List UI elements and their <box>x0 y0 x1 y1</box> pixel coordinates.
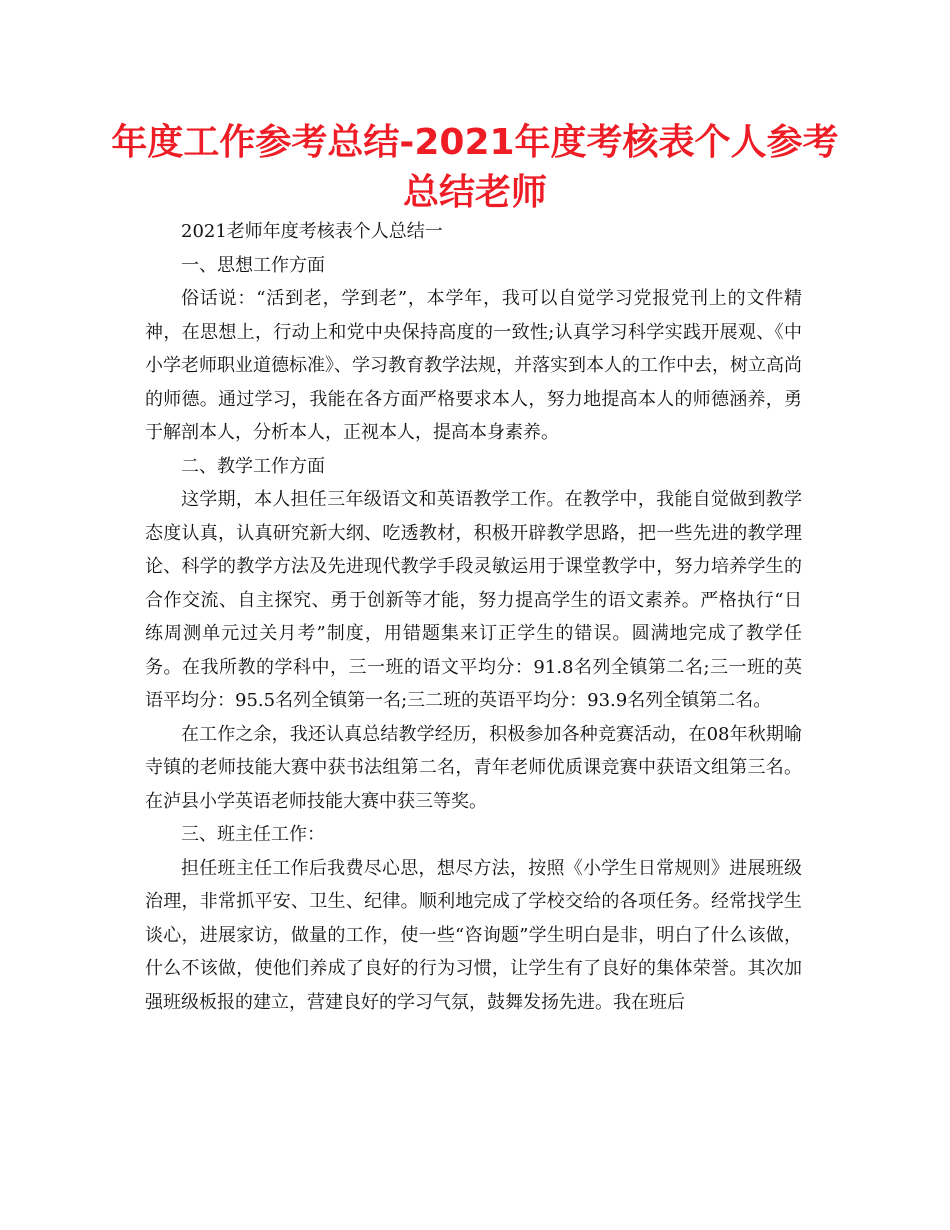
section-heading: 一、思想工作方面 <box>181 254 325 276</box>
document-body <box>145 215 802 1019</box>
body-paragraph: 俗话说：“活到老，学到老”，本学年，我可以自觉学习党报党刊上的文件精神，在思想上，行动上和党中央保持高度的一致性;认真学习科学实践开展观、《中小学老师职业道德标准》、学习教育教学法规，并落实到本人的工作中去，树立高尚的师德。通过学习，我能在各方面严格要求本人，努力地提高本人的师德涵养，勇于解剖本人，分析本人，正视本人，提高本身素养。 <box>145 288 802 443</box>
document-title: 年度工作参考总结-2021年度考核表个人参考总结老师 <box>111 122 839 213</box>
section-heading: 三、班主任工作： <box>181 824 325 845</box>
section-heading: 二、教学工作方面 <box>181 455 325 477</box>
section-heading: 2021老师年度考核表个人总结一 <box>181 221 443 242</box>
body-paragraph: 这学期，本人担任三年级语文和英语教学工作。在教学中，我能自觉做到教学态度认真，认真研究新大纲、吃透教材，积极开辟教学思路，把一些先进的教学理论、科学的教学方法及先进现代教学手段灵敏运用于课堂教学中，努力培养学生的合作交流、自主探究、勇于创新等才能，努力提高学生的语文素养。严格执行“日练周测单元过关月考”制度，用错题集来订正学生的错误。圆满地完成了教学任务。在我所教的学科中，三一班的语文平均分：91.8名列全镇第二名;三一班的英语平均分：95.5名列全镇第一名;三二班的英语平均分：93.9名列全镇第二名。 <box>145 489 802 711</box>
body-paragraph: 担任班主任工作后我费尽心思，想尽方法，按照《小学生日常规则》进展班级治理，非常抓平安、卫生、纪律。顺利地完成了学校交给的各项任务。经常找学生谈心，进展家访，做量的工作，使一些“咨询题”学生明白是非，明白了什么该做，什么不该做，使他们养成了良好的行为习惯，让学生有了良好的集体荣誉。其次加强班级板报的建立，营建良好的学习气氛，鼓舞发扬先进。我在班后 <box>145 857 802 1013</box>
body-paragraph: 在工作之余，我还认真总结教学经历，积极参加各种竞赛活动，在08年秋期喻寺镇的老师技能大赛中获书法组第二名，青年老师优质课竞赛中获语文组第三名。在泸县小学英语老师技能大赛中获三等奖。 <box>145 723 802 812</box>
